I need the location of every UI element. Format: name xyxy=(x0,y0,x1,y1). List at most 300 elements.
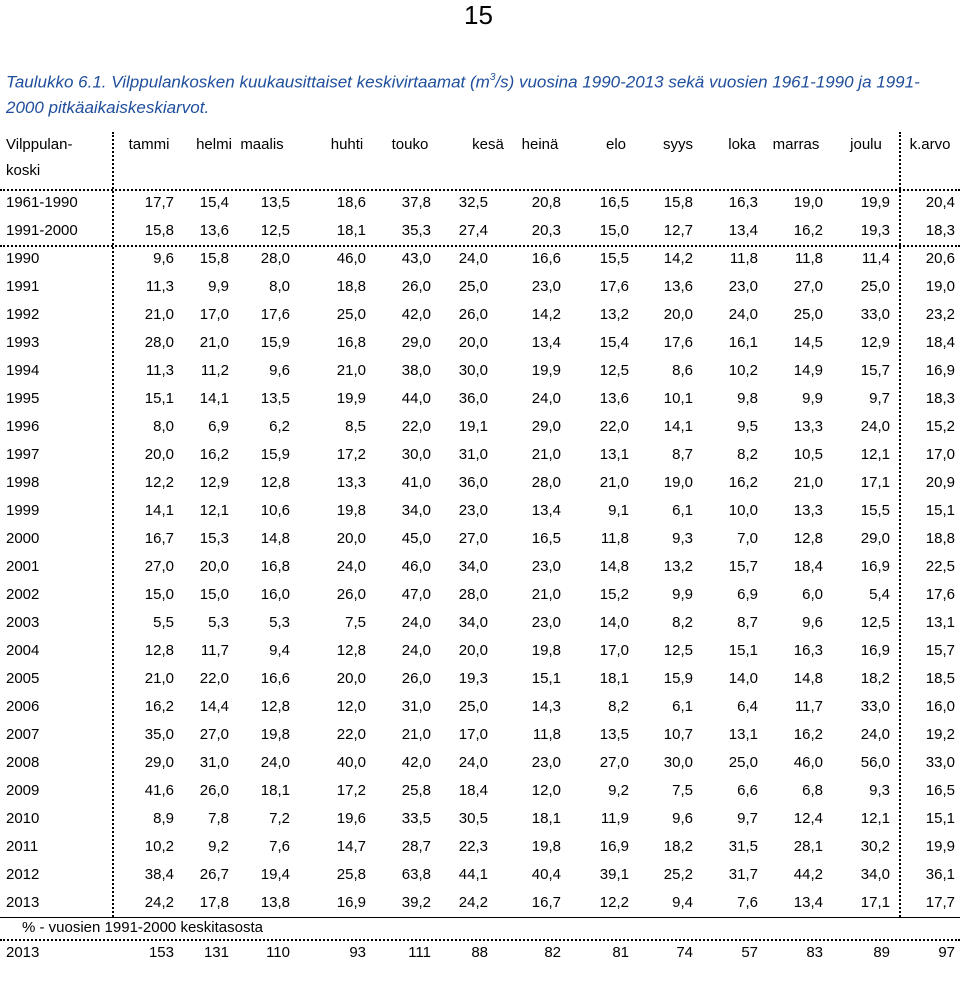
table-cell: 24,0 xyxy=(401,614,431,631)
table-cell: 15,1 xyxy=(144,390,174,407)
table-cell: 9,1 xyxy=(608,502,629,519)
table-cell: 16,5 xyxy=(531,530,561,547)
table-cell: 15,9 xyxy=(260,446,290,463)
column-header: k.arvo xyxy=(909,136,951,153)
column-header: huhti xyxy=(330,136,364,153)
table-cell: 14,8 xyxy=(260,530,290,547)
table-cell: 23,2 xyxy=(925,306,955,323)
table-cell: 12,9 xyxy=(199,474,229,491)
caption-suffix: /s) vuosina 1990-2013 sekä vuosien 1961-1990 ja 1991-2000 pitkäaikaiskeskiarvot. xyxy=(6,72,920,117)
table-cell: 18,3 xyxy=(925,390,955,407)
table-row xyxy=(0,889,960,917)
table-cell: 19,8 xyxy=(336,502,366,519)
table-cell: 8,2 xyxy=(737,446,758,463)
table-cell: 37,8 xyxy=(401,194,431,211)
table-cell: 30,0 xyxy=(401,446,431,463)
table-cell: 16,2 xyxy=(199,446,229,463)
table-row xyxy=(0,749,960,777)
table-cell: 25,0 xyxy=(458,698,488,715)
row-label: 1990 xyxy=(6,250,40,267)
table-cell: 13,5 xyxy=(260,390,290,407)
table-cell: 18,4 xyxy=(793,558,823,575)
table-cell: 15,5 xyxy=(860,502,890,519)
table-cell: 8,0 xyxy=(269,278,290,295)
table-cell: 15,0 xyxy=(599,222,629,239)
table-cell: 13,6 xyxy=(599,390,629,407)
table-cell: 16,9 xyxy=(860,642,890,659)
table-cell: 10,2 xyxy=(144,838,174,855)
table-cell: 12,5 xyxy=(599,362,629,379)
table-cell: 89 xyxy=(873,944,890,961)
table-caption xyxy=(6,66,956,120)
table-cell: 22,5 xyxy=(925,558,955,575)
table-cell: 17,7 xyxy=(925,894,955,911)
table-cell: 20,0 xyxy=(458,642,488,659)
table-cell: 9,2 xyxy=(608,782,629,799)
table-row xyxy=(0,721,960,749)
table-cell: 131 xyxy=(203,944,229,961)
table-cell: 32,5 xyxy=(458,194,488,211)
table-cell: 20,0 xyxy=(144,446,174,463)
table-cell: 16,5 xyxy=(925,782,955,799)
table-cell: 9,6 xyxy=(269,362,290,379)
table-cell: 17,6 xyxy=(599,278,629,295)
row-label: 2011 xyxy=(6,838,39,855)
table-row xyxy=(0,805,960,833)
table-cell: 16,6 xyxy=(531,250,561,267)
table-cell: 13,5 xyxy=(260,194,290,211)
table-cell: 16,9 xyxy=(925,362,955,379)
table-cell: 22,0 xyxy=(336,726,366,743)
table-cell: 14,1 xyxy=(663,418,693,435)
table-cell: 26,7 xyxy=(199,866,229,883)
table-cell: 16,3 xyxy=(793,642,823,659)
table-cell: 14,0 xyxy=(599,614,629,631)
table-cell: 31,0 xyxy=(199,754,229,771)
row-label: 2005 xyxy=(6,670,40,687)
table-cell: 13,8 xyxy=(260,894,290,911)
table-cell: 12,1 xyxy=(860,810,890,827)
table-cell: 19,9 xyxy=(336,390,366,407)
table-cell: 6,0 xyxy=(802,586,823,603)
table-cell: 15,0 xyxy=(199,586,229,603)
table-cell: 14,1 xyxy=(144,502,174,519)
table-cell: 16,8 xyxy=(336,334,366,351)
percent-note: % - vuosien 1991-2000 keskitasosta xyxy=(22,919,263,936)
table-cell: 8,2 xyxy=(672,614,693,631)
table-cell: 29,0 xyxy=(401,334,431,351)
table-cell: 6,4 xyxy=(737,698,758,715)
table-cell: 97 xyxy=(938,944,955,961)
table-cell: 7,6 xyxy=(269,838,290,855)
caption-superscript: 3 xyxy=(489,72,496,83)
table-cell: 31,5 xyxy=(728,838,758,855)
row-label: 2000 xyxy=(6,530,40,547)
table-cell: 15,3 xyxy=(199,530,229,547)
table-cell: 29,0 xyxy=(144,754,174,771)
table-cell: 45,0 xyxy=(401,530,431,547)
table-cell: 19,9 xyxy=(860,194,890,211)
table-cell: 27,0 xyxy=(144,558,174,575)
row-label: 2003 xyxy=(6,614,40,631)
table-cell: 7,5 xyxy=(672,782,693,799)
table-cell: 12,2 xyxy=(599,894,629,911)
column-header: marras xyxy=(772,136,820,153)
caption-prefix: Taulukko 6.1. Vilppulankosken kuukausittaiset keskivirtaamat (m xyxy=(6,72,490,92)
table-cell: 33,5 xyxy=(401,810,431,827)
table-cell: 11,7 xyxy=(794,698,823,715)
table-cell: 18,4 xyxy=(458,782,488,799)
table-cell: 17,2 xyxy=(336,446,366,463)
table-row xyxy=(0,693,960,721)
table-cell: 19,8 xyxy=(531,838,561,855)
row-label: 2006 xyxy=(6,698,40,715)
table-cell: 30,2 xyxy=(860,838,890,855)
table-cell: 15,5 xyxy=(599,250,629,267)
table-cell: 20,8 xyxy=(531,194,561,211)
table-cell: 19,3 xyxy=(860,222,890,239)
table-cell: 16,9 xyxy=(599,838,629,855)
table-cell: 6,1 xyxy=(672,698,693,715)
column-header: heinä xyxy=(521,136,559,153)
table-cell: 8,5 xyxy=(345,418,366,435)
table-cell: 18,5 xyxy=(925,670,955,687)
table-cell: 16,7 xyxy=(144,530,174,547)
table-cell: 22,0 xyxy=(599,418,629,435)
table-cell: 43,0 xyxy=(401,250,431,267)
table-cell: 11,4 xyxy=(861,250,890,267)
table-row xyxy=(0,301,960,329)
table-cell: 33,0 xyxy=(860,306,890,323)
table-cell: 12,8 xyxy=(336,642,366,659)
table-cell: 17,2 xyxy=(336,782,366,799)
table-cell: 20,0 xyxy=(663,306,693,323)
table-cell: 28,1 xyxy=(793,838,823,855)
table-cell: 16,7 xyxy=(531,894,561,911)
table-cell: 34,0 xyxy=(860,866,890,883)
table-cell: 24,2 xyxy=(144,894,174,911)
table-row xyxy=(0,245,960,273)
table-cell: 26,0 xyxy=(401,278,431,295)
table-cell: 12,1 xyxy=(860,446,890,463)
table-cell: 18,6 xyxy=(336,194,366,211)
table-cell: 11,3 xyxy=(145,278,174,295)
table-cell: 31,7 xyxy=(728,866,758,883)
header-divider xyxy=(0,189,960,191)
row-label: 1995 xyxy=(6,390,40,407)
table-cell: 27,4 xyxy=(458,222,488,239)
table-cell: 13,4 xyxy=(793,894,823,911)
table-cell: 7,6 xyxy=(737,894,758,911)
table-cell: 13,2 xyxy=(599,306,629,323)
row-label: 1996 xyxy=(6,418,40,435)
table-cell: 12,2 xyxy=(144,474,174,491)
table-cell: 19,0 xyxy=(793,194,823,211)
table-cell: 57 xyxy=(741,944,758,961)
table-cell: 21,0 xyxy=(199,334,229,351)
table-cell: 30,0 xyxy=(458,362,488,379)
table-cell: 42,0 xyxy=(401,754,431,771)
table-cell: 9,9 xyxy=(208,278,229,295)
table-cell: 15,8 xyxy=(663,194,693,211)
table-cell: 17,6 xyxy=(260,306,290,323)
table-cell: 14,2 xyxy=(663,250,693,267)
table-cell: 28,0 xyxy=(144,334,174,351)
label-column-divider xyxy=(112,132,114,917)
table-cell: 16,3 xyxy=(728,194,758,211)
table-cell: 17,0 xyxy=(199,306,229,323)
row-label: 2004 xyxy=(6,642,40,659)
average-divider xyxy=(0,245,960,247)
table-cell: 19,0 xyxy=(663,474,693,491)
row-label: 2010 xyxy=(6,810,40,827)
table-cell: 12,1 xyxy=(199,502,229,519)
table-cell: 24,0 xyxy=(458,250,488,267)
table-cell: 16,8 xyxy=(260,558,290,575)
table-cell: 8,7 xyxy=(737,614,758,631)
table-row xyxy=(0,469,960,497)
table-cell: 15,1 xyxy=(531,670,561,687)
table-cell: 12,4 xyxy=(793,810,823,827)
table-cell: 34,0 xyxy=(458,558,488,575)
flow-table xyxy=(0,132,960,967)
table-row xyxy=(0,189,960,217)
table-cell: 9,5 xyxy=(737,418,758,435)
table-cell: 56,0 xyxy=(860,754,890,771)
table-cell: 13,6 xyxy=(663,278,693,295)
table-cell: 22,0 xyxy=(401,418,431,435)
table-row xyxy=(0,581,960,609)
table-cell: 34,0 xyxy=(401,502,431,519)
table-cell: 33,0 xyxy=(860,698,890,715)
table-cell: 36,0 xyxy=(458,474,488,491)
table-cell: 5,4 xyxy=(869,586,890,603)
table-cell: 19,9 xyxy=(531,362,561,379)
table-cell: 16,9 xyxy=(336,894,366,911)
table-cell: 15,1 xyxy=(925,502,955,519)
table-cell: 15,8 xyxy=(199,250,229,267)
table-cell: 24,0 xyxy=(401,642,431,659)
table-cell: 24,0 xyxy=(728,306,758,323)
row-label: 1991-2000 xyxy=(6,222,78,239)
table-cell: 25,8 xyxy=(401,782,431,799)
table-cell: 29,0 xyxy=(860,530,890,547)
table-cell: 10,0 xyxy=(728,502,758,519)
table-cell: 25,0 xyxy=(728,754,758,771)
row-label: 1961-1990 xyxy=(6,194,78,211)
table-cell: 17,6 xyxy=(663,334,693,351)
table-cell: 44,1 xyxy=(458,866,488,883)
table-cell: 19,0 xyxy=(925,278,955,295)
table-cell: 11,8 xyxy=(532,726,561,743)
table-row xyxy=(0,609,960,637)
table-cell: 18,3 xyxy=(925,222,955,239)
table-cell: 20,3 xyxy=(531,222,561,239)
table-cell: 20,9 xyxy=(925,474,955,491)
table-cell: 88 xyxy=(471,944,488,961)
table-cell: 24,0 xyxy=(531,390,561,407)
table-cell: 63,8 xyxy=(401,866,431,883)
table-cell: 6,9 xyxy=(737,586,758,603)
row-label: 2012 xyxy=(6,866,40,883)
table-cell: 17,0 xyxy=(599,642,629,659)
table-cell: 12,5 xyxy=(860,614,890,631)
table-cell: 15,7 xyxy=(925,642,955,659)
table-cell: 29,0 xyxy=(531,418,561,435)
table-cell: 9,2 xyxy=(208,838,229,855)
note-divider xyxy=(0,917,960,918)
row-label: 1997 xyxy=(6,446,40,463)
table-cell: 30,0 xyxy=(663,754,693,771)
table-cell: 9,4 xyxy=(269,642,290,659)
table-header-row xyxy=(0,132,960,189)
table-cell: 16,1 xyxy=(728,334,758,351)
table-cell: 14,7 xyxy=(336,838,366,855)
table-cell: 36,1 xyxy=(925,866,955,883)
table-cell: 9,7 xyxy=(869,390,890,407)
table-cell: 35,0 xyxy=(144,726,174,743)
table-cell: 19,8 xyxy=(531,642,561,659)
table-cell: 15,9 xyxy=(663,670,693,687)
column-header: joulu xyxy=(850,136,882,153)
table-cell: 24,0 xyxy=(260,754,290,771)
table-cell: 46,0 xyxy=(793,754,823,771)
table-cell: 15,0 xyxy=(144,586,174,603)
table-cell: 14,2 xyxy=(531,306,561,323)
table-cell: 23,0 xyxy=(728,278,758,295)
table-row xyxy=(0,861,960,889)
table-cell: 18,1 xyxy=(599,670,629,687)
table-cell: 11,2 xyxy=(200,362,229,379)
column-header: kesä xyxy=(472,136,504,153)
table-cell: 9,9 xyxy=(672,586,693,603)
table-cell: 31,0 xyxy=(458,446,488,463)
table-cell: 25,0 xyxy=(793,306,823,323)
table-cell: 27,0 xyxy=(793,278,823,295)
table-cell: 46,0 xyxy=(401,558,431,575)
row-label: 2007 xyxy=(6,726,40,743)
table-cell: 16,0 xyxy=(260,586,290,603)
table-cell: 18,2 xyxy=(663,838,693,855)
table-cell: 36,0 xyxy=(458,390,488,407)
table-cell: 40,4 xyxy=(531,866,561,883)
table-cell: 19,4 xyxy=(260,866,290,883)
column-header: loka xyxy=(728,136,756,153)
table-cell: 111 xyxy=(408,944,431,961)
table-cell: 25,8 xyxy=(336,866,366,883)
table-cell: 8,9 xyxy=(153,810,174,827)
table-cell: 9,6 xyxy=(802,614,823,631)
table-cell: 14,4 xyxy=(199,698,229,715)
table-row xyxy=(0,497,960,525)
table-cell: 11,8 xyxy=(729,250,758,267)
table-cell: 9,4 xyxy=(672,894,693,911)
table-row xyxy=(0,329,960,357)
table-cell: 28,0 xyxy=(531,474,561,491)
column-header: tammi xyxy=(128,136,170,153)
table-cell: 10,2 xyxy=(728,362,758,379)
row-label: 2001 xyxy=(6,558,40,575)
table-cell: 15,8 xyxy=(144,222,174,239)
table-cell: 25,2 xyxy=(663,866,693,883)
table-cell: 41,6 xyxy=(144,782,174,799)
table-cell: 18,1 xyxy=(531,810,561,827)
table-cell: 33,0 xyxy=(925,754,955,771)
table-cell: 44,0 xyxy=(401,390,431,407)
table-cell: 22,0 xyxy=(199,670,229,687)
table-cell: 30,5 xyxy=(458,810,488,827)
table-cell: 28,0 xyxy=(458,586,488,603)
table-cell: 15,9 xyxy=(260,334,290,351)
table-cell: 13,3 xyxy=(793,418,823,435)
column-header: helmi xyxy=(196,136,232,153)
column-header: touko xyxy=(391,136,429,153)
table-cell: 18,8 xyxy=(336,278,366,295)
table-cell: 14,9 xyxy=(793,362,823,379)
row-label: 1999 xyxy=(6,502,40,519)
table-cell: 12,8 xyxy=(144,642,174,659)
table-cell: 12,8 xyxy=(793,530,823,547)
table-cell: 11,3 xyxy=(145,362,174,379)
table-cell: 20,6 xyxy=(925,250,955,267)
table-cell: 47,0 xyxy=(401,586,431,603)
table-cell: 14,1 xyxy=(199,390,229,407)
table-cell: 83 xyxy=(806,944,823,961)
table-cell: 110 xyxy=(266,944,290,961)
table-cell: 46,0 xyxy=(336,250,366,267)
table-cell: 6,8 xyxy=(802,782,823,799)
table-cell: 17,6 xyxy=(925,586,955,603)
table-cell: 23,0 xyxy=(531,614,561,631)
table-cell: 16,9 xyxy=(860,558,890,575)
table-cell: 12,8 xyxy=(260,698,290,715)
table-cell: 18,1 xyxy=(260,782,290,799)
table-cell: 15,4 xyxy=(599,334,629,351)
table-cell: 9,3 xyxy=(672,530,693,547)
table-cell: 24,0 xyxy=(336,558,366,575)
table-cell: 10,1 xyxy=(663,390,693,407)
table-cell: 11,9 xyxy=(600,810,629,827)
table-cell: 24,0 xyxy=(458,754,488,771)
table-cell: 16,6 xyxy=(260,670,290,687)
corner-header-line1: Vilppulan- xyxy=(6,136,73,153)
table-cell: 24,0 xyxy=(860,418,890,435)
table-row xyxy=(0,441,960,469)
table-cell: 7,2 xyxy=(269,810,290,827)
table-cell: 13,4 xyxy=(531,334,561,351)
table-cell: 26,0 xyxy=(458,306,488,323)
table-cell: 22,3 xyxy=(458,838,488,855)
table-cell: 35,3 xyxy=(401,222,431,239)
table-cell: 15,1 xyxy=(925,810,955,827)
table-row xyxy=(0,525,960,553)
table-row xyxy=(0,413,960,441)
table-cell: 25,0 xyxy=(860,278,890,295)
table-cell: 9,3 xyxy=(869,782,890,799)
table-cell: 15,2 xyxy=(925,418,955,435)
table-cell: 17,1 xyxy=(860,894,890,911)
table-cell: 17,0 xyxy=(458,726,488,743)
table-cell: 93 xyxy=(349,944,366,961)
table-cell: 12,5 xyxy=(260,222,290,239)
table-cell: 23,0 xyxy=(531,558,561,575)
table-cell: 9,8 xyxy=(737,390,758,407)
corner-header-line2: koski xyxy=(6,162,41,179)
table-cell: 13,1 xyxy=(728,726,758,743)
table-cell: 18,2 xyxy=(860,670,890,687)
page-number: 15 xyxy=(464,0,493,30)
row-label: 1993 xyxy=(6,334,40,351)
